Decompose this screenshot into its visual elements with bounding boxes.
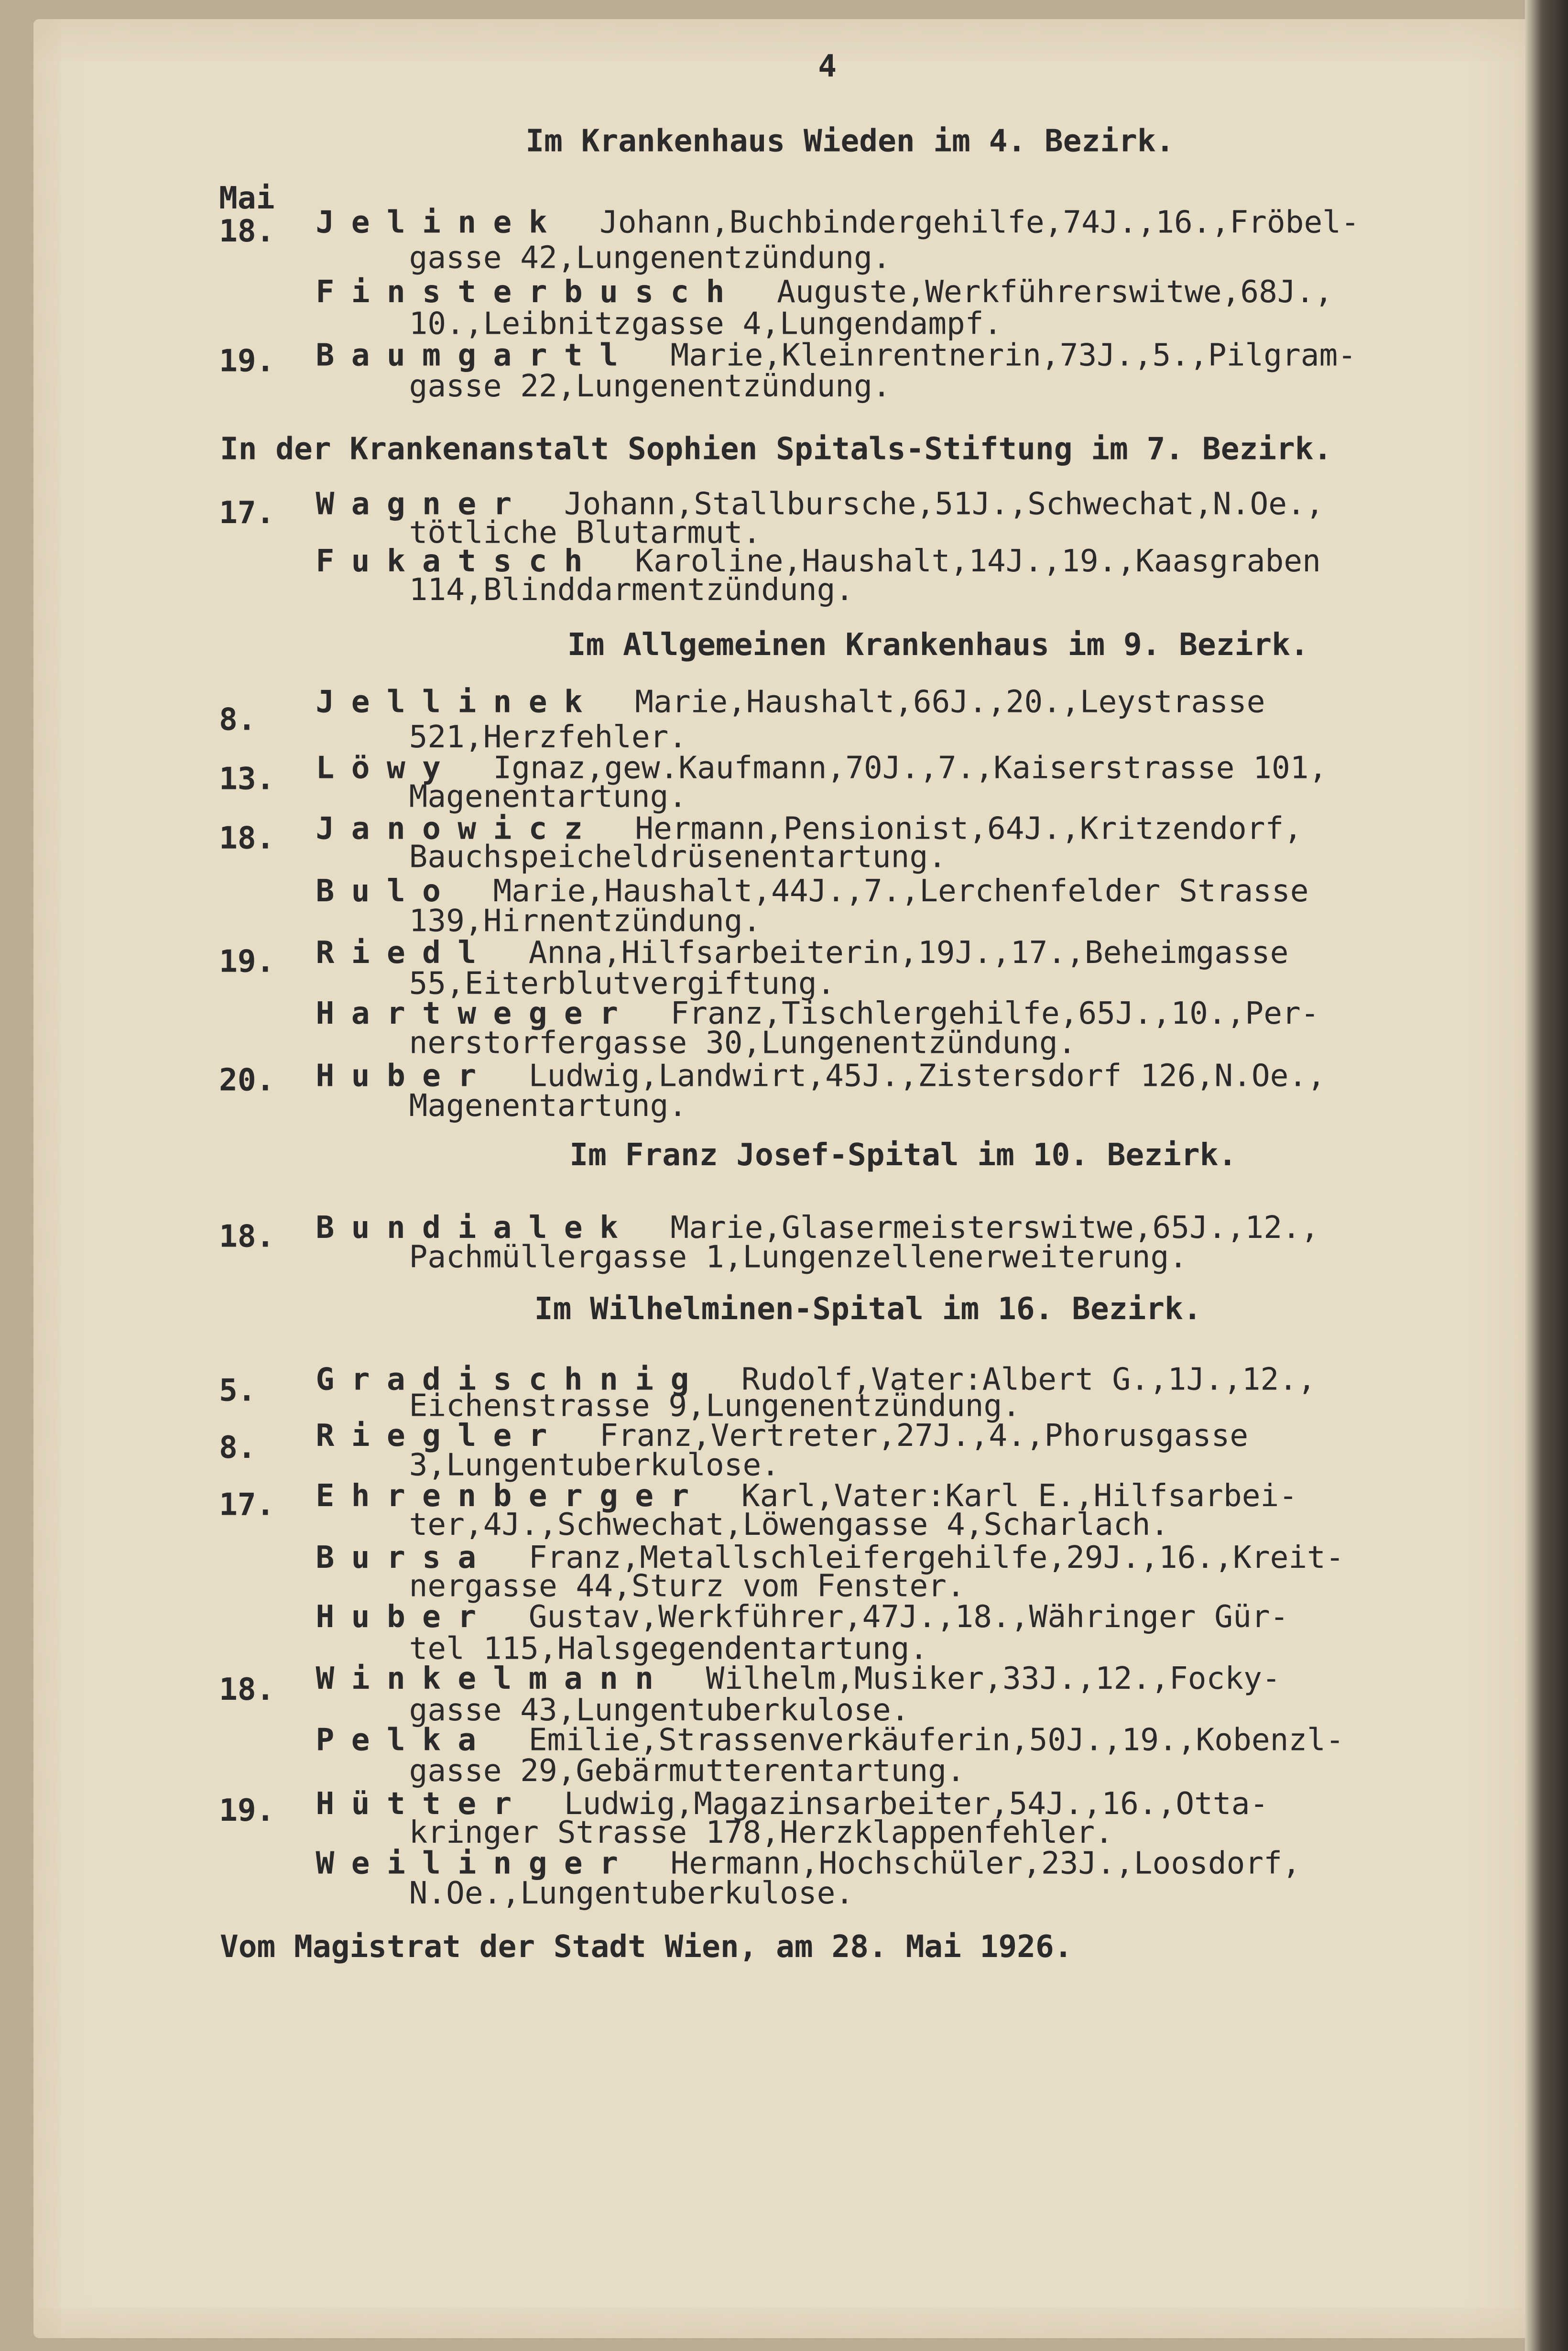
entry-day: 13. (219, 760, 275, 797)
entry-details: Franz,Metallschleifergehilfe,29J.,16.,Kreit- (528, 1539, 1344, 1575)
entry-details: Anna,Hilfsarbeiterin,19J.,17.,Beheimgasse (528, 934, 1289, 971)
section-heading: In der Krankenanstalt Sophien Spitals-Stiftung im 7. Bezirk. (220, 430, 1332, 467)
entry-name: Bundialek (316, 1209, 671, 1246)
entry-continuation: Bauchspeicheldrüsenentartung. (409, 838, 947, 875)
entry-continuation: nergasse 44,Sturz vom Fenster. (409, 1567, 965, 1604)
entry-continuation: Pachmüllergasse 1,Lungenzellenerweiterung. (409, 1238, 1188, 1275)
entry-day: 18. (219, 820, 275, 856)
entry-day: 18. (219, 213, 275, 249)
entry-name: Weilinger (316, 1845, 671, 1881)
entry-details: Franz,Vertreter,27J.,4.,Phorusgasse (599, 1417, 1249, 1454)
entry-continuation: ter,4J.,Schwechat,Löwengasse 4,Scharlach. (409, 1506, 1169, 1542)
entry-line (316, 273, 1333, 310)
entry-name: Baumgartl (316, 337, 671, 373)
entry-line (316, 1721, 1344, 1758)
entry-name: Löwy (316, 749, 493, 786)
entry-continuation: 3,Lungentuberkulose. (409, 1446, 780, 1483)
entry-day: 5. (219, 1372, 256, 1408)
entry-day: 19. (219, 943, 275, 979)
entry-name: Hütter (316, 1785, 564, 1822)
month-label: Mai (219, 180, 275, 216)
entry-name: Finsterbusch (316, 273, 777, 310)
entry-name: Huber (316, 1057, 529, 1094)
entry-details: Ludwig,Landwirt,45J.,Zistersdorf 126,N.Oe., (528, 1057, 1326, 1094)
binding-edge (1525, 0, 1568, 2351)
entry-details: Marie,Kleinrentnerin,73J.,5.,Pilgram- (670, 337, 1357, 373)
entry-line (316, 1845, 1301, 1881)
entry-line (316, 1598, 1289, 1635)
entry-details: Marie,Haushalt,66J.,20.,Leystrasse (635, 683, 1265, 720)
entry-line (316, 683, 1265, 720)
entry-continuation: 139,Hirnentzündung. (409, 902, 762, 939)
entry-name: Ehrenberger (316, 1477, 741, 1514)
entry-details: Hermann,Hochschüler,23J.,Loosdorf, (670, 1845, 1301, 1881)
entry-name: Janowicz (316, 810, 635, 847)
entry-continuation: 521,Herzfehler. (409, 719, 687, 755)
entry-name: Gradischnig (316, 1361, 741, 1397)
entry-details: Ignaz,gew.Kaufmann,70J.,7.,Kaiserstrasse 101, (493, 749, 1328, 786)
entry-name: Jelinek (316, 204, 600, 241)
entry-line (316, 204, 1360, 241)
entry-continuation: gasse 43,Lungentuberkulose. (409, 1692, 910, 1728)
entry-day: 8. (219, 1429, 256, 1465)
entry-day: 20. (219, 1061, 275, 1098)
entry-name: Jellinek (316, 683, 635, 720)
entry-name: Pelka (316, 1721, 529, 1758)
entry-details: Marie,Glasermeisterswitwe,65J.,12., (670, 1209, 1319, 1246)
entry-name: Fukatsch (316, 543, 635, 579)
entry-details: Marie,Haushalt,44J.,7.,Lerchenfelder Strasse (493, 873, 1309, 909)
entry-line (316, 1417, 1249, 1454)
entry-day: 19. (219, 342, 275, 379)
entry-continuation: 55,Eiterblutvergiftung. (409, 965, 836, 1001)
entry-day: 18. (219, 1671, 275, 1707)
entry-details: Franz,Tischlergehilfe,65J.,10.,Per- (670, 995, 1319, 1031)
entry-details: Emilie,Strassenverkäuferin,50J.,19.,Kobenzl- (528, 1721, 1344, 1758)
entry-continuation: Eichenstrasse 9,Lungenentzündung. (409, 1387, 1021, 1424)
closing-signature-line: Vom Magistrat der Stadt Wien, am 28. Mai 1926. (220, 1928, 1073, 1965)
entry-day: 8. (219, 701, 256, 737)
entry-details: Ludwig,Magazinsarbeiter,54J.,16.,Otta- (564, 1785, 1269, 1822)
entry-details: Wilhelm,Musiker,33J.,12.,Focky- (706, 1660, 1281, 1696)
entry-line (316, 1660, 1281, 1696)
entry-day: 17. (219, 494, 275, 531)
entry-details: Gustav,Werkführer,47J.,18.,Währinger Gür- (528, 1598, 1289, 1635)
page-number: 4 (818, 48, 837, 84)
entry-name: Bursa (316, 1539, 529, 1575)
section-heading: Im Franz Josef-Spital im 10. Bezirk. (569, 1137, 1237, 1173)
entry-continuation: 114,Blinddarmentzündung. (409, 571, 854, 608)
entry-continuation: gasse 29,Gebärmutterentartung. (409, 1752, 965, 1789)
entry-name: Riedl (316, 934, 529, 971)
entry-details: Johann,Buchbindergehilfe,74J.,16.,Fröbel- (599, 204, 1360, 241)
entry-name: Riegler (316, 1417, 600, 1454)
entry-details: Karl,Vater:Karl E.,Hilfsarbei- (741, 1477, 1298, 1514)
entry-name: Bulo (316, 873, 493, 909)
entry-continuation: tel 115,Halsgegendentartung. (409, 1630, 928, 1666)
entry-continuation: tötliche Blutarmut. (409, 514, 762, 550)
entry-details: Karoline,Haushalt,14J.,19.,Kaasgraben (635, 543, 1321, 579)
entry-line (316, 995, 1319, 1031)
entry-day: 19. (219, 1792, 275, 1828)
entry-details: Hermann,Pensionist,64J.,Kritzendorf, (635, 810, 1303, 847)
entry-line (316, 873, 1309, 909)
entry-line (316, 934, 1289, 971)
entry-name: Winkelmann (316, 1660, 706, 1696)
entry-line (316, 1057, 1326, 1094)
entry-line (316, 1209, 1319, 1246)
section-heading: Im Krankenhaus Wieden im 4. Bezirk. (525, 122, 1175, 159)
entry-details: Johann,Stallbursche,51J.,Schwechat,N.Oe., (564, 485, 1324, 522)
entry-continuation: Magenentartung. (409, 778, 687, 814)
section-heading: Im Wilhelminen-Spital im 16. Bezirk. (534, 1290, 1202, 1327)
entry-day: 18. (219, 1218, 275, 1254)
entry-name: Hartweger (316, 995, 671, 1031)
entry-continuation: gasse 42,Lungenentzündung. (409, 239, 891, 275)
entry-day: 17. (219, 1486, 275, 1523)
section-heading: Im Allgemeinen Krankenhaus im 9. Bezirk. (567, 626, 1309, 663)
entry-continuation: kringer Strasse 178,Herzklappenfehler. (409, 1814, 1113, 1850)
entry-details: Auguste,Werkführerswitwe,68J., (777, 273, 1333, 310)
entry-continuation: gasse 22,Lungenentzündung. (409, 368, 891, 404)
entry-continuation: Magenentartung. (409, 1087, 687, 1124)
entry-line (316, 337, 1357, 373)
entry-name: Wagner (316, 485, 564, 522)
entry-name: Huber (316, 1598, 529, 1635)
entry-continuation: 10.,Leibnitzgasse 4,Lungendampf. (409, 305, 1002, 341)
entry-continuation: nerstorfergasse 30,Lungenentzündung. (409, 1024, 1077, 1061)
entry-continuation: N.Oe.,Lungentuberkulose. (409, 1875, 854, 1911)
entry-details: Rudolf,Vater:Albert G.,1J.,12., (741, 1361, 1316, 1397)
